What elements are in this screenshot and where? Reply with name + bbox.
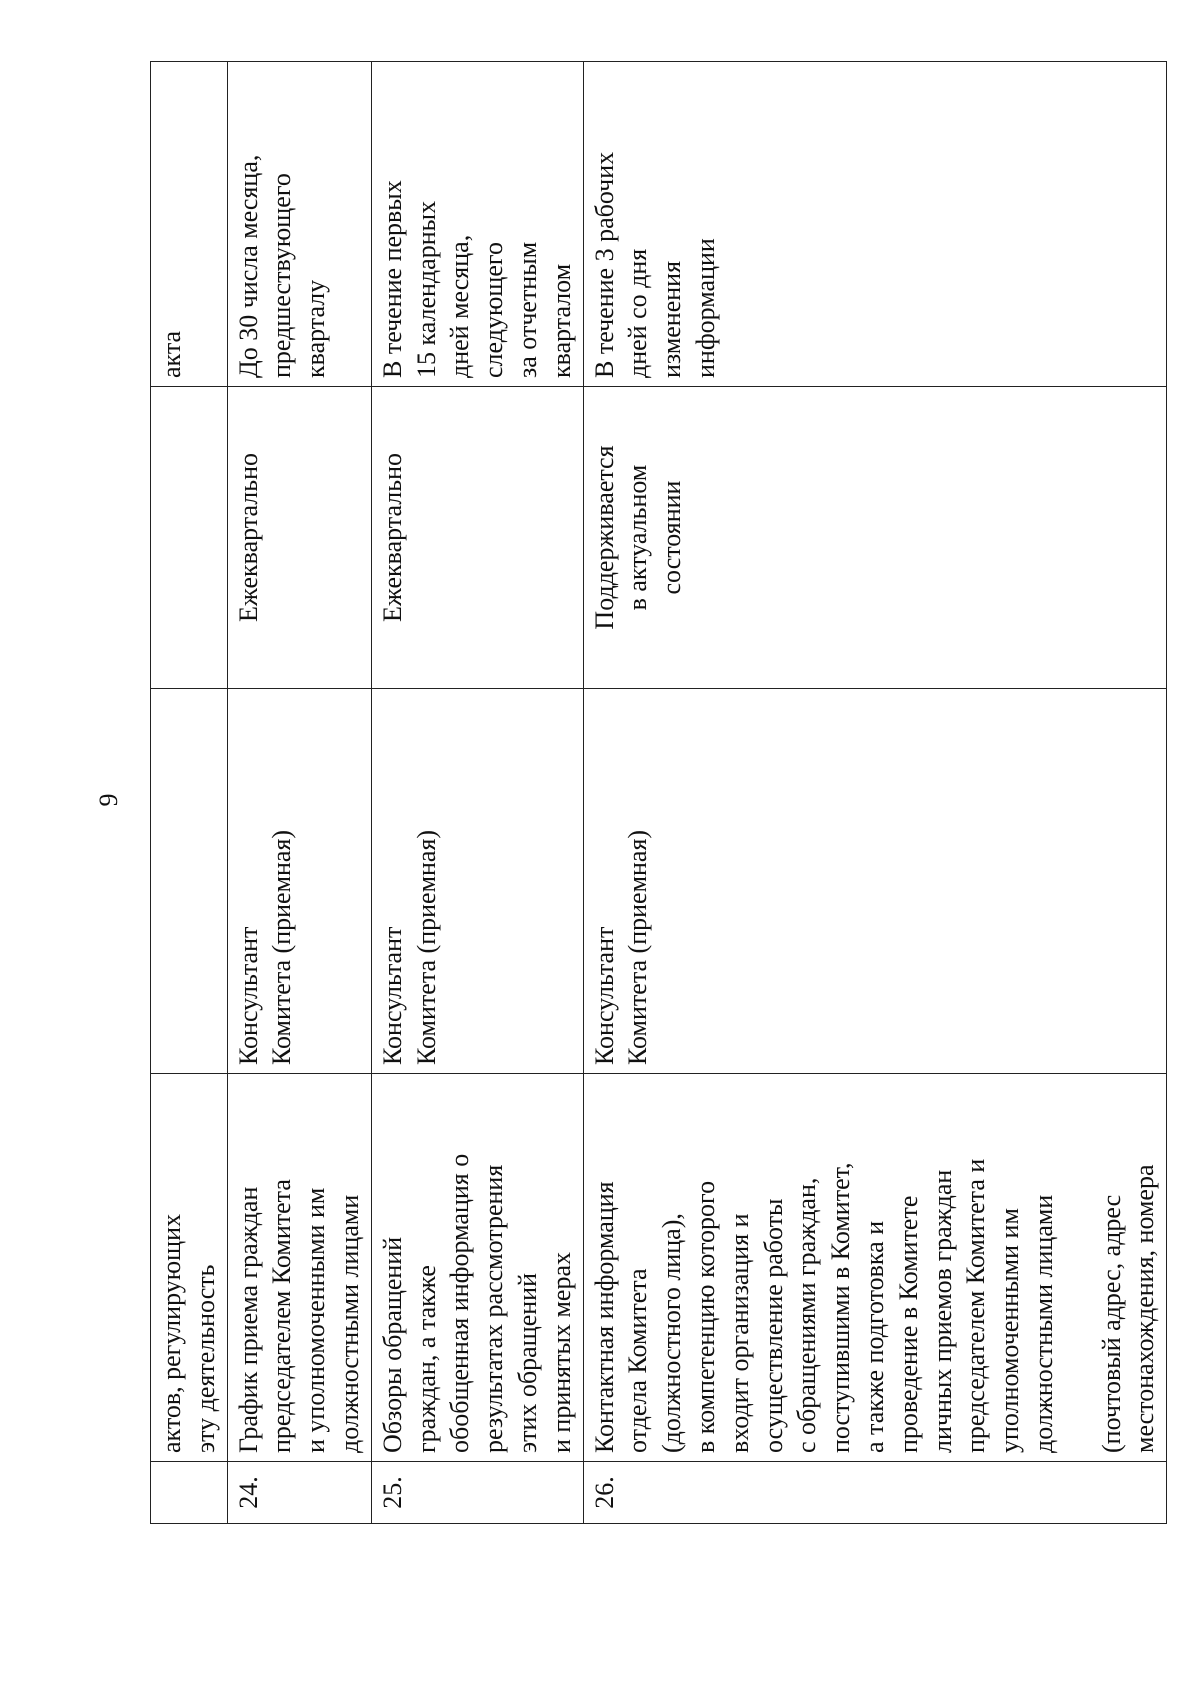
frequency-cell: Ежеквартально	[371, 387, 583, 689]
info-cell: График приема граждан председателем Комитета и уполномоченными им должностными лицами	[227, 1074, 371, 1462]
deadline-cell: До 30 числа месяца, предшествующего кварталу	[227, 62, 371, 387]
table-row	[151, 62, 228, 1524]
responsible-cell: Консультант Комитета (приемная)	[227, 689, 371, 1074]
info-cell: Контактная информация отдела Комитета (должностного лица), в компетенцию которого входит организация и осуществление работы с обращениями граждан, поступившими в Комитет, а также подготовка и проведение в Комитете личных приемов граждан председателем Комитета и уполномоченными им должностными лицами (почтовый адрес, адрес местонахождения, номера	[583, 1074, 1167, 1462]
deadline-cell: акта	[151, 62, 228, 387]
deadline-cell: В течение первых 15 календарных дней месяца, следующего за отчетным кварталом	[371, 62, 583, 387]
page-number: 9	[94, 793, 123, 807]
info-cell: Обзоры обращений граждан, а также обобщенная информация о результатах рассмотрения этих обращений и принятых мерах	[371, 1074, 583, 1462]
rotated-page	[88, 60, 1160, 1540]
info-cell: актов, регулирующих эту деятельность	[151, 1074, 228, 1462]
frequency-cell	[151, 387, 228, 689]
responsible-cell: Консультант Комитета (приемная)	[371, 689, 583, 1074]
row-number: 25.	[371, 1462, 583, 1524]
table-row	[371, 62, 583, 1524]
frequency-cell: Ежеквартально	[227, 387, 371, 689]
row-number	[151, 1462, 228, 1524]
frequency-cell: Поддерживается в актуальном состоянии	[583, 387, 1167, 689]
table-row	[583, 62, 1167, 1524]
row-number: 24.	[227, 1462, 371, 1524]
table-row	[227, 62, 371, 1524]
information-table	[150, 61, 1167, 1524]
responsible-cell	[151, 689, 228, 1074]
row-number: 26.	[583, 1462, 1167, 1524]
deadline-cell: В течение 3 рабочих дней со дня изменения информации	[583, 62, 1167, 387]
responsible-cell: Консультант Комитета (приемная)	[583, 689, 1167, 1074]
